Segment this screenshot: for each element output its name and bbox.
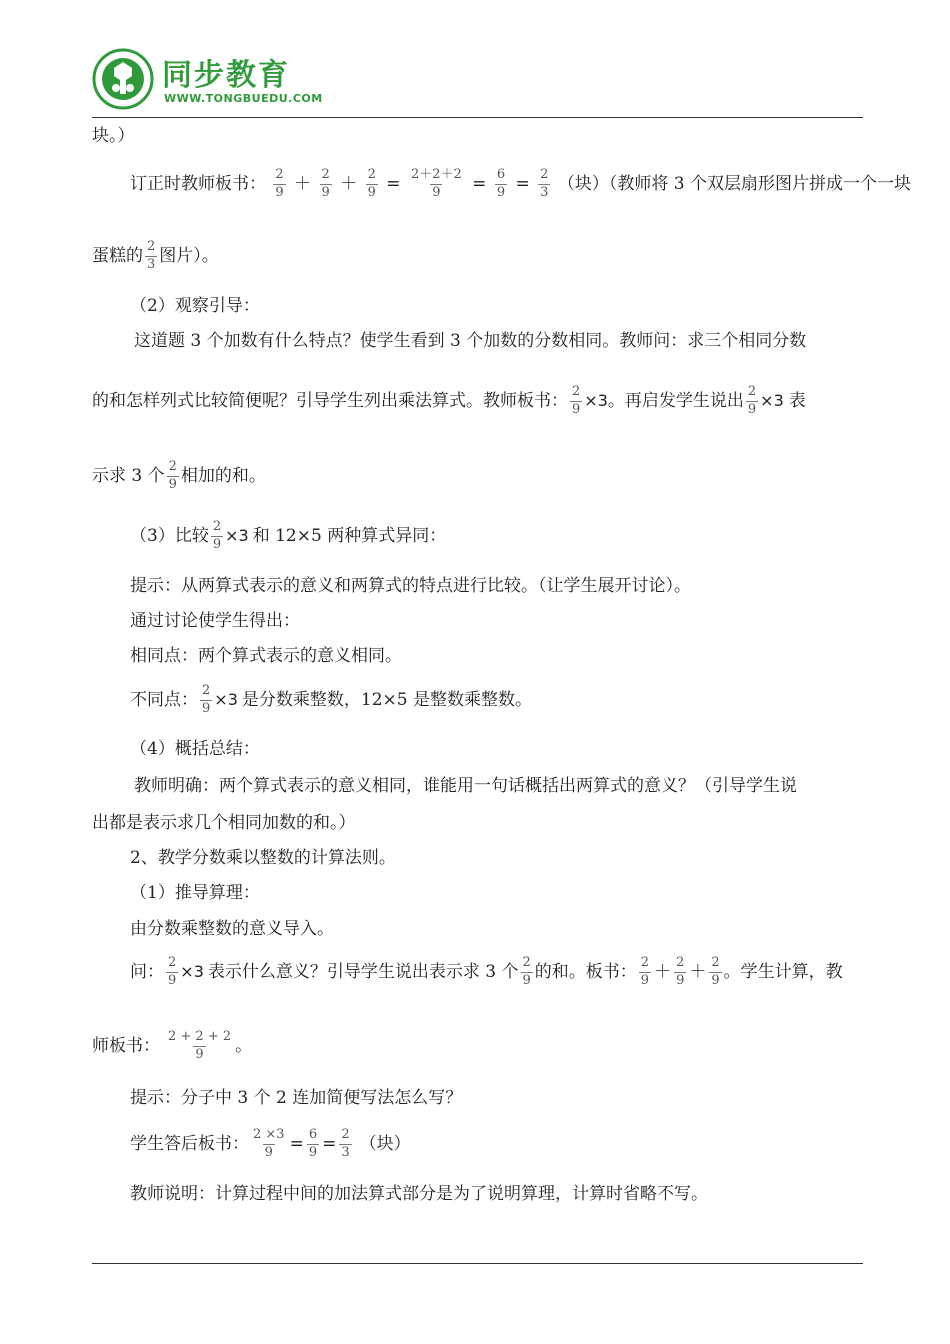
fraction: $\frac{2}{3}$ <box>540 167 549 200</box>
fraction: $\frac{2}{9}$ <box>168 459 177 492</box>
text-line: 2、教学分数乘以整数的计算法则。 <box>130 848 396 868</box>
page-header <box>92 48 863 118</box>
text-line: （4）概括总结： <box>130 739 260 759</box>
fraction: $\frac{6}{9}$ <box>496 167 506 200</box>
fraction: $\frac{2}{9}$ <box>522 955 531 988</box>
text-line: 示求 3 个 $\frac{2}{9}$ 相加的和。 <box>92 459 266 492</box>
fraction: $\frac{2}{9}$ <box>275 167 284 200</box>
logo-seal-icon <box>92 48 154 110</box>
text-line: （2）观察引导： <box>130 296 260 316</box>
brand-name: 同步教育 <box>162 58 290 93</box>
text-line: 蛋糕的 $\frac{2}{3}$ 图片）。 <box>92 239 219 272</box>
header-rule <box>92 117 863 118</box>
text-line: 相同点：两个算式表示的意义相同。 <box>130 646 402 666</box>
text-line: 提示：从两算式表示的意义和两算式的特点进行比较。（让学生展开讨论）。 <box>130 576 691 596</box>
fraction: $\frac{2}{9}$ <box>711 955 720 988</box>
fraction: $\frac{2}{9}$ <box>367 167 376 200</box>
text-line: 这道题 3 个加数有什么特点？使学生看到 3 个加数的分数相同。教师问：求三个相同分数 <box>134 331 807 351</box>
text-line: 教师明确：两个算式表示的意义相同，谁能用一句话概括出两算式的意义？（引导学生说 <box>134 776 797 796</box>
text-line: 出都是表示求几个相同加数的和。） <box>92 813 356 833</box>
fraction: $\frac{6}{9}$ <box>308 1127 318 1160</box>
footer-rule <box>92 1263 863 1264</box>
fraction: $\frac{2}{9}$ <box>212 519 222 552</box>
fraction: $\frac{2}{3}$ <box>147 239 156 272</box>
fraction: $\frac{2}{3}$ <box>341 1127 350 1160</box>
text-line: 的和怎样列式比较简便呢？引导学生列出乘法算式。教师板书： $\frac{2}{9}$ ×3。再启发学生说出 $\frac{2}{9}$ ×3 表 <box>92 384 806 417</box>
fraction: $\frac{2}{9}$ <box>572 384 581 417</box>
fraction: $\frac{2}{9}$ <box>321 167 330 200</box>
fraction: $\frac{2}{9}$ <box>747 384 757 417</box>
text-line: 提示：分子中 3 个 2 连加简便写法怎么写？ <box>130 1088 463 1108</box>
fraction: $\frac{2 + 2 + 2}{9}$ <box>168 1029 232 1062</box>
text-line: 不同点： $\frac{2}{9}$ ×3 是分数乘整数，12×5 是整数乘整数。 <box>130 683 532 716</box>
text-line: （3）比较 $\frac{2}{9}$ ×3 和 12×5 两种算式异同： <box>130 519 447 552</box>
fraction: $\frac{2 \times 3}{9}$ <box>253 1127 285 1160</box>
fraction: $\frac{2}{9}$ <box>202 683 211 716</box>
fraction: $\frac{2}{9}$ <box>676 955 685 988</box>
fraction: $\frac{2}{9}$ <box>640 955 650 988</box>
text-line: 师板书： $\frac{2 + 2 + 2}{9}$ 。 <box>92 1029 253 1062</box>
text-line: 问： $\frac{2}{9}$ ×3 表示什么意义？引导学生说出表示求 3 个 $\frac{2}{9}$ 的和。板书： $\frac{2}{9}$ ＋ $\frac{2}{9}$ ＋ $\frac{2}{9}$ 。学生计算，教 <box>130 955 843 988</box>
text-line: 通过讨论使学生得出： <box>130 611 300 631</box>
text-line: 教师说明：计算过程中间的加法算式部分是为了说明算理，计算时省略不写。 <box>130 1184 708 1204</box>
text-line: （1）推导算理： <box>130 883 260 903</box>
fraction: $\frac{2}{9}$ <box>168 955 177 988</box>
fraction: $\frac{2+2+2}{9}$ <box>410 167 462 200</box>
text-line: 学生答后板书： $\frac{2 \times 3}{9}$ = $\frac{6}{9}$ = $\frac{2}{3}$ （块） <box>130 1127 411 1160</box>
brand-url: WWW.TONGBUEDU.COM <box>164 92 323 105</box>
text-line: 由分数乘整数的意义导入。 <box>130 919 334 939</box>
text-line-board: 订正时教师板书： $\frac{2}{9}$ ＋ $\frac{2}{9}$ ＋ $\frac{2}{9}$ = $\frac{2+2+2}{9}$ = $\frac{6}{9}$ = $\frac{2}{3}$ （块）（教师将 3 个双层扇形图片拼成一个一块 <box>130 167 911 200</box>
text-line: 块。） <box>92 126 135 146</box>
